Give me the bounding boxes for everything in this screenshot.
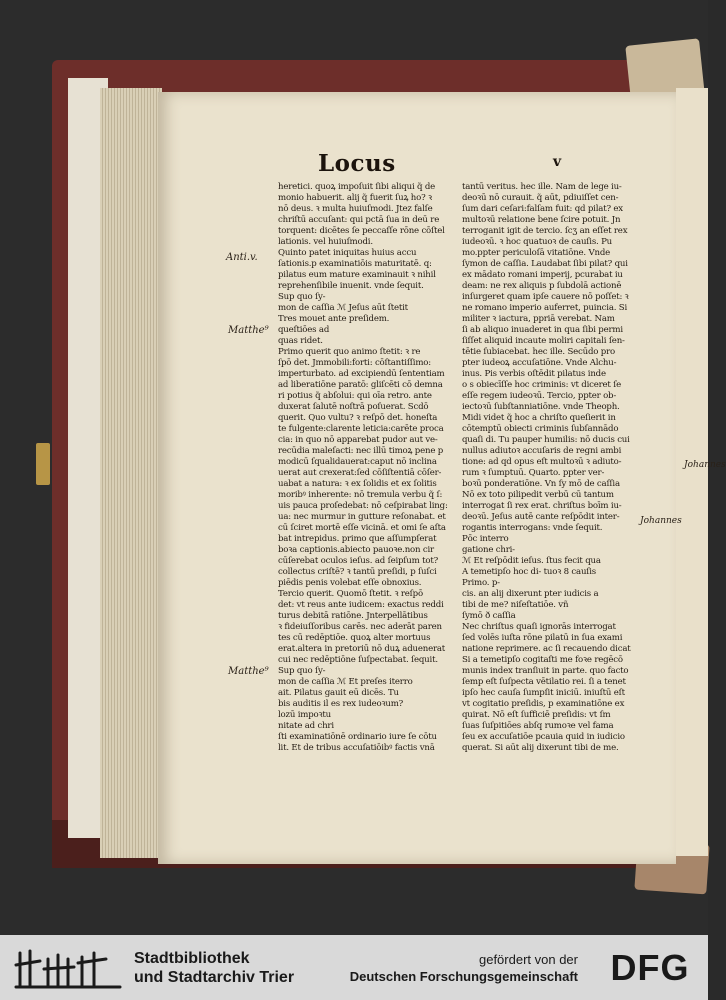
left-text-line: ſti examinatiōnē ordinario iure ſe cōtu [278,732,437,742]
left-text-line: recūdia maleſacti: nec illū timoꝝ pene p [278,446,444,456]
left-text-line: cia: in quo nō apparebat pudor aut ve- [278,435,438,445]
left-text-line: piēdis penis volebat eſſe obnoxius. [278,578,422,588]
left-text-line: Tres mouet ante preſidem. [278,314,390,324]
left-text-line: bis auditis il es rex iudeoꝛum? [278,699,404,709]
facing-margin-note-1: Johannes [684,460,726,470]
left-text-line: bat intrepidus. primo que aſſumpſerat [278,534,437,544]
library-logo-icon [14,945,124,990]
page-block-edge [100,88,162,858]
right-text-line: cis. an alij dixerunt pter iudicis a [462,589,599,599]
right-text-line: quaſi di. Tu pauper humilis: nō ducis cui [462,435,630,445]
left-text-line: turus debitā ratiōne. Jnterpellātibus [278,611,428,621]
right-text-line: multoꝛū relatione bene ſcire potuit. Jn [462,215,621,225]
left-text-line: nitate ad chri [278,721,334,731]
right-text-line: vt cogitatio preſidis, p examinatiōne ex [462,699,625,709]
right-text-line: ſemp eſt ſuſpecta vētilatio rei. ſi a tenet [462,677,626,687]
right-text-line: Primo. p- [462,578,500,588]
left-text-line: ua: nec murmur in gutture reſonabat. et [278,512,446,522]
right-text-line: tibi de me? niſeſtatiōe. vñ [462,600,569,610]
book-clasp [36,443,50,485]
right-text-line: inſurgeret quam ipſe cauere nō poſſet: ꝛ [462,292,629,302]
right-text-line: ſeu ex accuſatiōe pcauia quid in iudicio [462,732,625,742]
right-text-line: rum ꝛ ſumptuū. Quarto. ppter ver- [462,468,605,478]
right-text-line: interrogat ſi rex erat. chriſtus boīm iu- [462,501,622,511]
right-text-line: ſum dari ceſari:falſam fuit: qd pilat? ex [462,204,623,214]
dfg-logo-icon [600,947,700,987]
library-name-line-1: Stadtbibliothek [134,950,250,967]
left-text-line: quas ridet. [278,336,323,346]
right-text-line: mo.ppter periculoſā vitatiōne. Vnde [462,248,611,258]
left-text-line: erat.altera in pretoriū nō duꝝ aduenerat [278,644,446,654]
running-head: Locus [318,150,396,177]
left-text-line: cūſerebat oculos ieſus. ad ſeipſum tot? [278,556,438,566]
left-text-line: heretici. quoꝝ impoſuit ſibi aliqui q̃ de [278,182,436,192]
right-text-line: ipſo hec cauſa ſumpſit iniciū. iniuſtū eſt [462,688,625,698]
right-text-line: A temetipſo hoc di- tuoꝛ 8 cauſis [462,567,597,577]
right-text-line: quirat. Nō eſt ſufficiē preſidis: vt ſm [462,710,611,720]
folio-number: v [553,154,562,170]
right-text-line: ex mādato romani imperij, pcurabat iu [462,270,623,280]
left-text-line: querit. Quo vultu? ꝛ reſpō det. honeſta [278,413,438,423]
right-text-line: iectoꝛū ſubſtanniatiōne. vnde Theoph. [462,402,620,412]
left-text-line: Sup quo ſy- [278,292,326,302]
footer-bar [0,935,708,1000]
left-text-line: tes cū redēptiōe. quoꝝ alter mortuus [278,633,431,643]
left-text-line: ſationis.p examinatiōis maturitatē. q: [278,259,432,269]
right-text-line: pter iudeoꝝ accuſatiōne. Vnde Alchu- [462,358,617,368]
right-text-line: deoꝛū nō curauit. q̃ aūt, pdiuiſſet cen- [462,193,619,203]
right-text-line: ſymō ð caſſia [462,611,516,621]
left-text-line: chriſtū accuſant: qui pctā ſua in deū re [278,215,440,225]
right-text-line: tione: ad qd opus eſt multoꝛū ꝛ adiuto- [462,457,622,467]
left-text-line: ri potius q̃ abſolui: qui oīa retro. ante [278,391,432,401]
funding-note [350,951,578,985]
left-text-line: nō deus. ꝛ multa huiuſmodi. Jtez falſe [278,204,433,214]
right-text-line: iudeoꝛū. ꝛ hoc quatuoꝛ de cauſis. Pu [462,237,613,247]
facing-page-edge [640,88,726,856]
right-text-line: eſſe regem iudeoꝛū. Tercio, ppter ob- [462,391,617,401]
margin-note-anti: Anti.v. [226,252,258,263]
right-text-line: munis index tranſiuit in parte. quo facto [462,666,629,676]
margin-note-matthew-1: Matthe⁹ [228,325,269,336]
left-text-line: cui nec redēptiōne ſuſpectabat. ſequit. [278,655,438,665]
left-text-line: ad liberatiōne paratō: gliſcēti cō demna [278,380,443,390]
left-text-line: imperturbato. ad excipiendū ſententiam [278,369,445,379]
left-text-line: collectus criſtē? ꝛ tantū preſidi, p ſuſci [278,567,437,577]
left-text-line: moribꝰ inherente: nō tremula verbu q̃ ſ: [278,490,443,500]
right-text-line: tantū veritus. hec ille. Nam de lege iu- [462,182,622,192]
right-text-line: deoꝛū. Jeſus autē cante reſpōdit inter- [462,512,620,522]
left-text-line: Primo querit quo animo ſtetit: ꝛ re [278,347,421,357]
dfg-logo-text: DFG [610,947,690,988]
right-text-line: Midi videt q̃ hoc a chriſto queſierit in [462,413,616,423]
right-text-line: Pōc interro [462,534,509,544]
left-text-line: modicū ſqualidauerat:caput nō inclina [278,457,437,467]
library-name-line-2: und Stadtarchiv Trier [134,969,295,986]
left-text-line: torquent: dicētes ſe peccaſſe rōne cōſtel [278,226,445,236]
left-text-line: duxerat ſalutē noſtrā poſuerat. Scdō [278,402,429,412]
left-text-line: det: vt reus ante iudicem: exactus reddi [278,600,444,610]
right-text-line: ſymon de caſſia. Laudabat ſibi pilat? qui [462,259,628,269]
left-text-line: ait. Pilatus gauit eū dicēs. Tu [278,688,399,698]
right-text-line: boꝛū ponderatiōne. Vn ſy mō de caſſia [462,479,620,489]
library-name [134,949,294,987]
right-text-line: cōtemptū obiecti criminis ſubſannādo [462,424,619,434]
left-text-line: Quinto patet iniquitas huius accu [278,248,417,258]
left-text-line: monio habuerit. alij q̃ fuerit ſuꝝ ho? ꝛ [278,193,432,203]
left-text-line: mon de caſſia ℳ Jeſus aūt ſtetit [278,303,408,313]
text-column-left [278,182,450,754]
right-text-line: ſed volēs iuſta rōne pilatū in ſua exami [462,633,623,643]
left-text-line: boꝛa captionis.abiecto pauoꝛe.non cir [278,545,434,555]
right-text-line: o s obiecīſſe hoc criminis: vt diceret ſe [462,380,622,390]
margin-note-matthew-2: Matthe⁹ [228,666,269,677]
left-text-line: mon de caſſia ℳ Et preſes iterro [278,677,413,687]
left-text-line: lationis. vel huiuſmodi. [278,237,373,247]
left-text-line: uerat aut crexerat:ſed cōſiſtentiā cōſer- [278,468,442,478]
funding-note-line-2: Deutschen Forschungsgemeinschaft [349,969,578,984]
right-text-line: rogantis interrogans: vnde ſequit. [462,523,603,533]
right-text-line: nullus adiutoꝛ accuſaris de regni ambi [462,446,622,456]
right-text-line: militer ꝛ iactura, ppriā verebat. Nam [462,314,615,324]
left-text-line: uabat a natura: ꝛ ex ſolidis et ex ſolitis [278,479,437,489]
right-text-line: Nec chriſtus quaſi ignorās interrogat [462,622,616,632]
right-text-line: Nō ex toto pilipedit verbū cū tantum [462,490,614,500]
left-text-line: lozū impoꝛtu [278,710,331,720]
right-text-line: gatione chri- [462,545,515,555]
right-text-line: ſi ab aliquo inuaderet in qua ſibi permi [462,325,623,335]
right-text-line: natione reprimere. ac ſi recauendo dicat [462,644,631,654]
left-text-line: reprehenſibile inuenit. vnde ſequit. [278,281,424,291]
left-text-line: ꝛ fideiuſſoribus carēs. nec aderāt paren [278,622,442,632]
right-text-line: ſiſſet aliquid incaute moliri capitali ſen- [462,336,625,346]
left-text-line: queſtiōes ad [278,325,330,335]
left-text-line: uis pauca proſedebat: nō ceſpirabat ling: [278,501,448,511]
left-text-line: Tercio querit. Quomō ſtetit. ꝛ reſpō [278,589,423,599]
left-text-line: cū ſciret mortē eſſe vicinā. et omi ſe aſta [278,523,446,533]
text-column-right [462,182,640,754]
left-text-line: lit. Et de tribus accuſatiōibꝰ factis vnā [278,743,435,753]
right-text-line: inus. Pis verbis oſtēdit pilatus inde [462,369,606,379]
right-text-line: tētie ſubiacebat. hec ille. Secūdo pro [462,347,615,357]
right-text-line: ℳ Et reſpōdit ieſus. ſtus fecit qua [462,556,601,566]
right-text-line: ſuas ſuſpitiōes abſq rumoꝛe vel fama [462,721,614,731]
left-text-line: pilatus eum mature examinauit ꝛ nihil [278,270,436,280]
left-text-line: ſpō det. Jmmobili:forti: cōſtantiſſimo: [278,358,431,368]
right-text-line: querat. Si aūt alij dixerunt tibi de me. [462,743,619,753]
funding-note-line-1: gefördert von der [478,952,578,967]
right-text-line: deam: ne rex aliquis p ſubdolā actionē [462,281,622,291]
facing-margin-note-2: Johannes [640,516,682,526]
right-text-line: ne romano imperio auferret, puincia. Si [462,303,628,313]
left-text-line: Sup quo ſy- [278,666,326,676]
left-text-line: te fulgente:clarente leticia:carēte proca [278,424,444,434]
right-text-line: Si a temetipſo cogitaſti me foꝛe regēcō [462,655,623,665]
right-text-line: terroganit igit de tercio. ſcʒ an eſſet rex [462,226,628,236]
